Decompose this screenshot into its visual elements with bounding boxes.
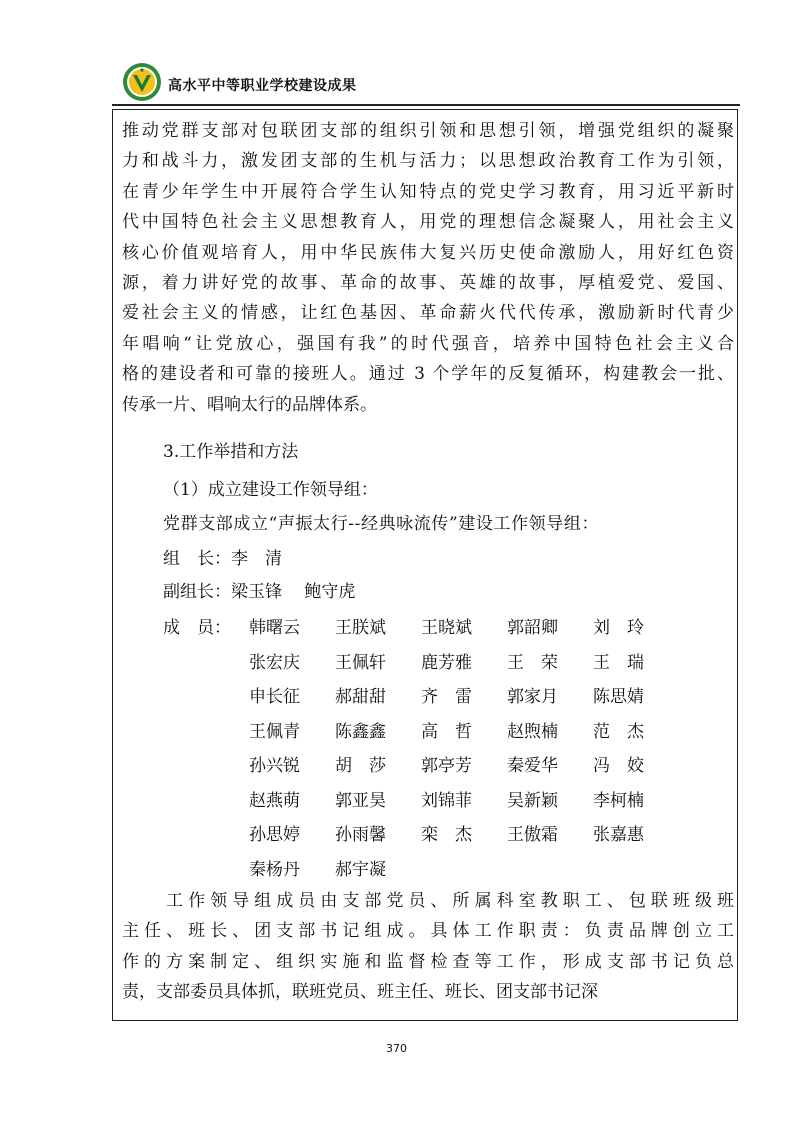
member-name: 陈思婧 bbox=[593, 687, 644, 707]
member-name: 赵燕萌 bbox=[249, 790, 300, 811]
member-name: 郭亚昊 bbox=[335, 790, 386, 811]
member-name: 郭家月 bbox=[507, 687, 558, 707]
member-name: 王朕斌 bbox=[335, 618, 386, 638]
member-name: 王 瑞 bbox=[593, 652, 644, 673]
text-line: 源，着力讲好党的故事、革命的故事、英雄的故事，厚植爱党、爱国、 bbox=[122, 272, 734, 293]
member-name: 陈鑫鑫 bbox=[335, 721, 386, 742]
member-name: 刘锦菲 bbox=[421, 790, 472, 811]
header-divider bbox=[112, 104, 740, 106]
member-name: 孙兴锐 bbox=[249, 756, 300, 776]
member-name: 王佩轩 bbox=[335, 652, 386, 673]
text-line: 推动党群支部对包联团支部的组织引领和思想引领，增强党组织的凝聚 bbox=[122, 121, 734, 141]
text-line: 主任、班长、团支部书记组成。具体工作职责：负责品牌创立工 bbox=[122, 921, 734, 942]
member-name: 张宏庆 bbox=[249, 652, 300, 673]
member-name: 吴新颖 bbox=[507, 790, 558, 811]
text-line: 力和战斗力，激发团支部的生机与活力；以思想政治教育工作为引领， bbox=[122, 151, 734, 172]
sub-heading: （1）成立建设工作领导组： bbox=[163, 480, 378, 500]
member-name: 郭韶卿 bbox=[507, 618, 558, 638]
member-name: 韩曙云 bbox=[249, 618, 300, 638]
member-row bbox=[249, 855, 421, 885]
member-name: 鹿芳雅 bbox=[421, 652, 472, 673]
member-row bbox=[249, 682, 679, 712]
member-name: 孙雨馨 bbox=[335, 825, 386, 845]
section-heading: 3.工作举措和方法 bbox=[163, 442, 299, 462]
member-row bbox=[249, 717, 679, 747]
page-header bbox=[108, 62, 738, 106]
member-name: 齐 雷 bbox=[421, 687, 472, 707]
member-name: 范 杰 bbox=[593, 721, 644, 742]
member-name: 王傲霜 bbox=[507, 825, 558, 845]
member-name: 申长征 bbox=[249, 687, 300, 707]
member-name: 李柯楠 bbox=[593, 790, 644, 811]
intro-line: 党群支部成立“声振太行--经典咏流传”建设工作领导组： bbox=[163, 514, 600, 534]
member-row bbox=[249, 648, 679, 678]
member-name: 冯 姣 bbox=[593, 756, 644, 776]
member-name: 王 荣 bbox=[507, 652, 558, 673]
text-line: 格的建设者和可靠的接班人。通过 3 个学年的反复循环，构建教会一批、 bbox=[122, 364, 734, 385]
member-name: 郭亭芳 bbox=[421, 756, 472, 776]
text-line: 责，支部委员具体抓，联班党员、班主任、班长、团支部书记深 bbox=[122, 982, 598, 1003]
member-name: 王佩青 bbox=[249, 721, 300, 742]
text-line: 在青少年学生中开展符合学生认知特点的党史学习教育，用习近平新时 bbox=[122, 181, 734, 202]
member-name: 刘 玲 bbox=[593, 618, 644, 638]
text-line: 作的方案制定、组织实施和监督检查等工作，形成支部书记负总 bbox=[122, 951, 734, 972]
text-line: 核心价值观培育人，用中华民族伟大复兴历史使命激励人，用好红色资 bbox=[122, 242, 734, 263]
member-name: 高 哲 bbox=[421, 721, 472, 742]
member-name: 孙思婷 bbox=[249, 825, 300, 845]
body-paragraph-1 bbox=[122, 116, 734, 420]
text-line: 爱社会主义的情感，让红色基因、革命薪火代代传承，激励新时代青少 bbox=[122, 303, 734, 324]
body-paragraph-2 bbox=[122, 886, 734, 1008]
text-line: 年唱响“让党放心，强国有我”的时代强音，培养中国特色社会主义合 bbox=[122, 333, 734, 354]
member-name: 赵煦楠 bbox=[507, 721, 558, 742]
member-row bbox=[249, 820, 679, 850]
member-name: 张嘉惠 bbox=[593, 825, 644, 845]
member-name: 郝宇凝 bbox=[335, 859, 386, 880]
member-name: 胡 莎 bbox=[335, 756, 386, 776]
member-name: 秦杨丹 bbox=[249, 859, 300, 880]
deputy-line: 副组长：梁玉锋 鲍守虎 bbox=[163, 582, 356, 602]
page-number: 370 bbox=[386, 1042, 407, 1055]
member-row bbox=[249, 786, 679, 816]
text-line: 工作领导组成员由支部党员、所属科室教职工、包联班级班 bbox=[122, 891, 734, 911]
member-row bbox=[249, 751, 679, 781]
member-name: 栾 杰 bbox=[421, 825, 472, 845]
school-logo-icon bbox=[122, 62, 162, 102]
text-line: 传承一片、唱响太行的品牌体系。 bbox=[122, 394, 377, 415]
header-title: 高水平中等职业学校建设成果 bbox=[168, 78, 357, 94]
member-row bbox=[249, 613, 679, 643]
member-name: 郝甜甜 bbox=[335, 687, 386, 707]
text-line: 代中国特色社会主义思想教育人，用党的理想信念凝聚人，用社会主义 bbox=[122, 212, 734, 233]
leader-line: 组 长：李 清 bbox=[163, 549, 282, 569]
members-label: 成 员： bbox=[163, 618, 231, 638]
member-name: 秦爱华 bbox=[507, 756, 558, 776]
member-name: 王晓斌 bbox=[421, 618, 472, 638]
